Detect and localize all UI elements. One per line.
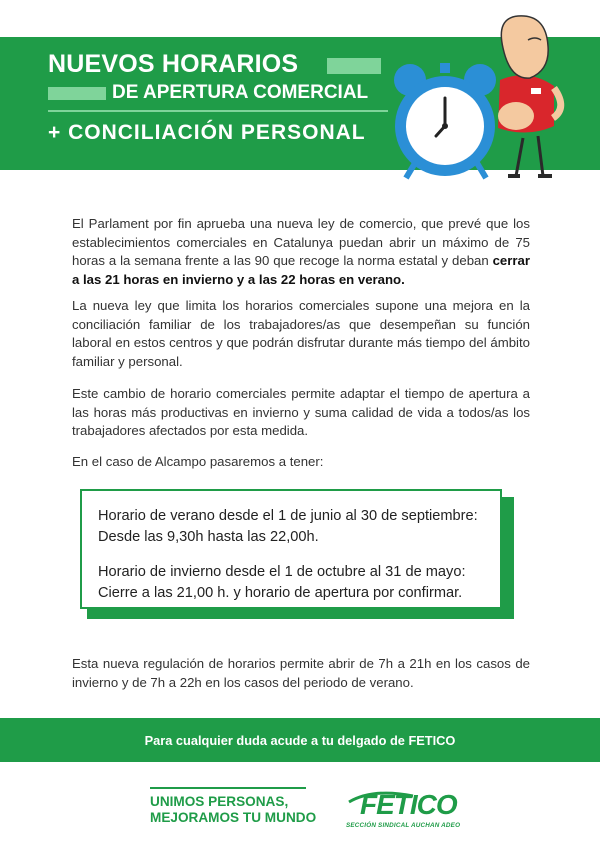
title-line-3: + CONCILIACIÓN PERSONAL <box>48 121 366 144</box>
paragraph-4: En el caso de Alcampo pasaremos a tener: <box>72 454 324 469</box>
footer-band <box>0 718 600 762</box>
paragraph-1 <box>72 215 530 289</box>
slogan-line-1: UNIMOS PERSONAS, <box>150 794 289 809</box>
summer-schedule-line-1: Horario de verano desde el 1 de junio al 30 de septiembre: <box>98 508 478 524</box>
title-line-2: DE APERTURA COMERCIAL <box>112 82 369 103</box>
title-accent-bar-2 <box>48 87 106 100</box>
slogan-line-2: MEJORAMOS TU MUNDO <box>150 810 317 825</box>
winter-schedule-line-2: Cierre a las 21,00 h. y horario de apertura por confirmar. <box>98 585 463 601</box>
slogan-divider <box>150 787 306 789</box>
paragraph-1-text: El Parlament por fin aprueba una nueva ley de comercio, que prevé que los establecimientos comerciales en Catalunya puedan abrir un máximo de 75 horas a la semana frente a las 90 que recoge la norma estatal y deban <box>72 216 530 268</box>
schedule-box <box>80 489 502 609</box>
slogan <box>150 794 316 826</box>
title-accent-bar-1 <box>327 58 381 74</box>
fetico-logo-subtitle: SECCIÓN SINDICAL AUCHAN ADEO <box>346 822 461 829</box>
paragraph-3: Este cambio de horario comerciales permite adaptar el tiempo de apertura a las horas más productivas en invierno y suma calidad de vida a todos/as los trabajadores afectados por esta medida. <box>72 386 530 438</box>
fetico-logo-text: FETICO <box>360 789 457 820</box>
summer-schedule <box>98 506 500 548</box>
title-divider <box>48 110 388 112</box>
paragraph-1-bold: cerrar a las 21 horas en invierno y a las 22 horas en verano. <box>72 253 530 287</box>
summer-schedule-line-2: Desde las 9,30h hasta las 22,00h. <box>98 529 319 545</box>
alarm-clock-mascot-icon <box>378 8 600 188</box>
footer-band-text: Para cualquier duda acude a tu delgado de FETICO <box>144 732 456 748</box>
winter-schedule <box>98 562 500 604</box>
winter-schedule-line-1: Horario de invierno desde el 1 de octubre al 31 de mayo: <box>98 564 466 580</box>
paragraph-5: Esta nueva regulación de horarios permite abrir de 7h a 21h en los casos de invierno y de 7h a 22h en los casos del periodo de verano. <box>72 656 530 690</box>
title-line-1: NUEVOS HORARIOS <box>48 50 299 78</box>
paragraph-2: La nueva ley que limita los horarios comerciales supone una mejora en la conciliación familiar de los trabajadores/as que desempeñan su función laboral en estos centros y que podrán disfrutar durante más tiempo del ámbito familiar y personal. <box>72 298 530 369</box>
